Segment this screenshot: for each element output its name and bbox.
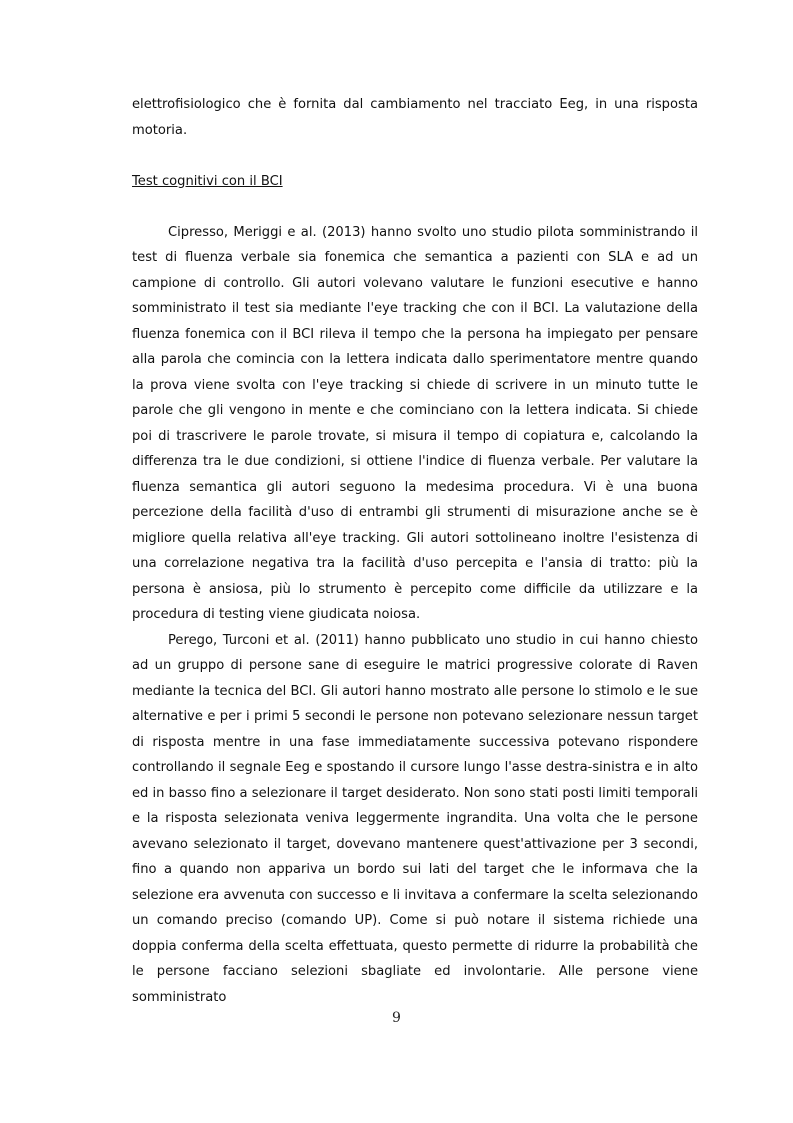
continuation-paragraph: elettrofisiologico che è fornita dal cambiamento nel tracciato Eeg, in una risposta motoria. <box>132 97 698 138</box>
section-heading: Test cognitivi con il BCI <box>132 173 283 189</box>
page-number: 9 <box>392 1010 401 1026</box>
spacer <box>132 143 698 169</box>
document-page <box>132 92 698 1010</box>
spacer <box>132 194 698 220</box>
paragraph-cipresso: Cipresso, Meriggi e al. (2013) hanno svolto uno studio pilota somministrando il test di fluenza verbale sia fonemica che semantica a pazienti con SLA e ad un campione di controllo. Gli autori volevano valutare le funzioni esecutive e hanno somministrato il test sia mediante l'eye tracking che con il BCI. La valutazione della fluenza fonemica con il BCI rileva il tempo che la persona ha impiegato per pensare alla parola che comincia con la lettera indicata dallo sperimentatore mentre quando la prova viene svolta con l'eye tracking si chiede di scrivere in un minuto tutte le parole che gli vengono in mente e che cominciano con la lettera indicata. Si chiede poi di trascrivere le parole trovate, si misura il tempo di copiatura e, calcolando la differenza tra le due condizioni, si ottiene l'indice di fluenza verbale. Per valutare la fluenza semantica gli autori seguono la medesima procedura. Vi è una buona percezione della facilità d'uso di entrambi gli strumenti di misurazione anche se è migliore quella relativa all'eye tracking. Gli autori sottolineano inoltre l'esistenza di una correlazione negativa tra la facilità d'uso percepita e l'ansia di tratto: più la persona è ansiosa, più lo strumento è percepito come difficile da utilizzare e la procedura di testing viene giudicata noiosa. <box>132 224 698 622</box>
paragraph-perego: Perego, Turconi et al. (2011) hanno pubblicato uno studio in cui hanno chiesto ad un gruppo di persone sane di eseguire le matrici progressive colorate di Raven mediante la tecnica del BCI. Gli autori hanno mostrato alle persone lo stimolo e le sue alternative e per i primi 5 secondi le persone non potevano selezionare nessun target di risposta mentre in una fase immediatamente successiva potevano rispondere controllando il segnale Eeg e spostando il cursore lungo l'asse destra-sinistra e in alto ed in basso fino a selezionare il target desiderato. Non sono stati posti limiti temporali e la risposta selezionata veniva leggermente ingrandita. Una volta che le persone avevano selezionato il target, dovevano mantenere quest'attivazione per 3 secondi, fino a quando non appariva un bordo sui lati del target che le informava che la selezione era avvenuta con successo e li invitava a confermare la scelta selezionando un comando preciso (comando UP). Come si può notare il sistema richiede una doppia conferma della scelta effettuata, questo permette di ridurre la probabilità che le persone facciano selezioni sbagliate ed involontarie. Alle persone viene somministrato <box>132 632 698 1005</box>
